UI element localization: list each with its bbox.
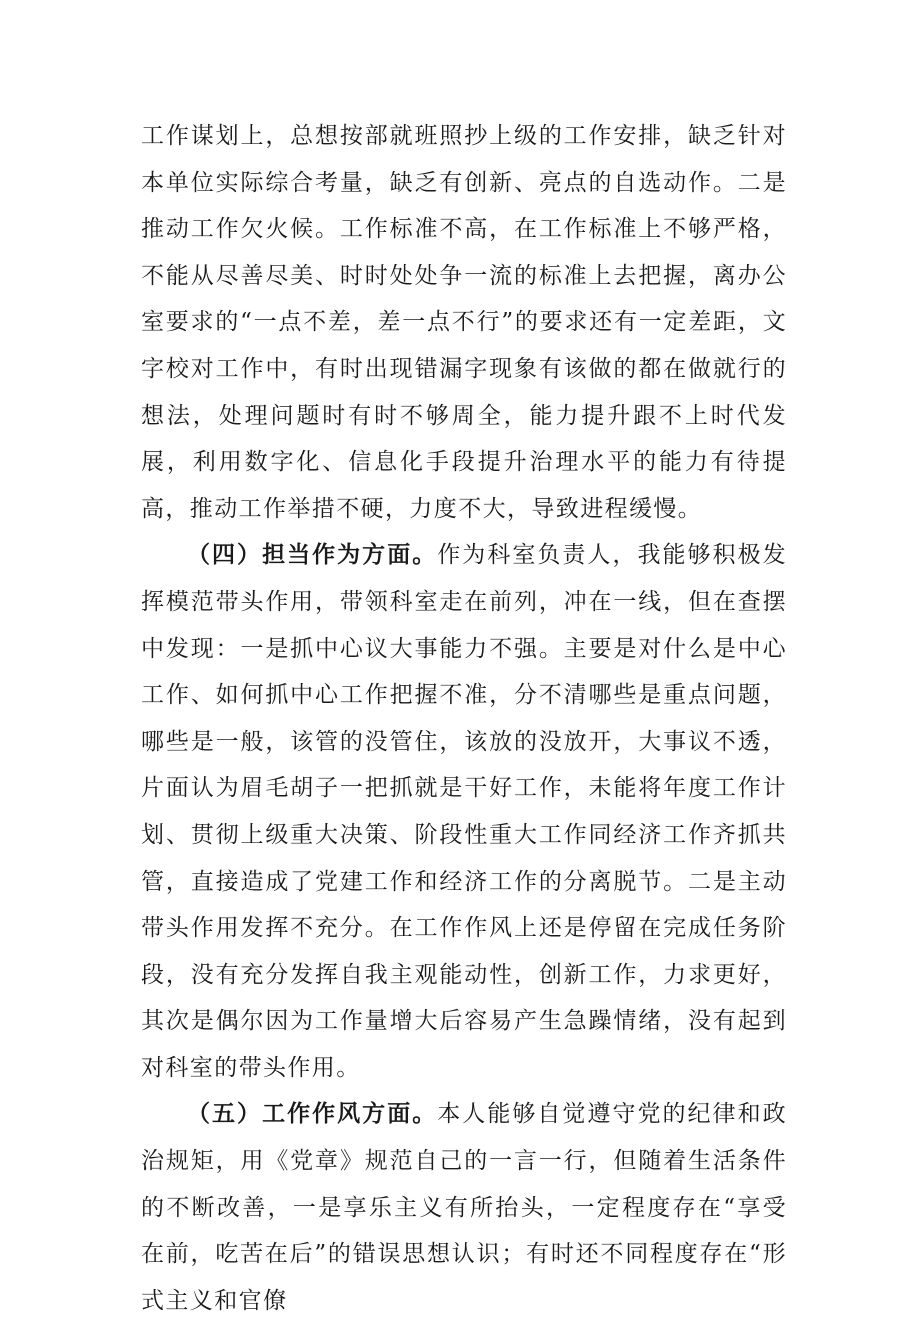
paragraph-work-style — [141, 1091, 787, 1324]
paragraph-body: 工作谋划上，总想按部就班照抄上级的工作安排，缺乏针对本单位实际综合考量，缺乏有创新、亮点的自选动作。二是推动工作欠火候。工作标准不高，在工作标准上不够严格，不能从尽善尽美、时时处处争一流的标准上去把握，离办公室要求的“一点不差，差一点不行”的要求还有一定差距，文字校对工作中，有时出现错漏字现象有该做的都在做就行的想法，处理问题时有时不够周全，能力提升跟不上时代发展，利用数字化、信息化手段提升治理水平的能力有待提高，推动工作举措不硬，力度不大，导致进程缓慢。 — [141, 123, 787, 522]
paragraph-continuation — [141, 113, 787, 532]
paragraph-body: 作为科室负责人，我能够积极发挥模范带头作用，带领科室走在前列，冲在一线，但在查摆中发现：一是抓中心议大事能力不强。主要是对什么是中心工作、如何抓中心工作把握不准，分不清哪些是重点问题，哪些是一般，该管的没管住，该放的没放开，大事议不透，片面认为眉毛胡子一把抓就是干好工作，未能将年度工作计划、贯彻上级重大决策、阶段性重大工作同经济工作齐抓共管，直接造成了党建工作和经济工作的分离脱节。二是主动带头作用发挥不充分。在工作作风上还是停留在完成任务阶段，没有充分发挥自我主观能动性，创新工作，力求更好，其次是偶尔因为工作量增大后容易产生急躁情绪，没有起到对科室的带头作用。 — [141, 542, 787, 1081]
section-heading: （五）工作作风方面。 — [187, 1100, 438, 1128]
paragraph-body: 本人能够自觉遵守党的纪律和政治规矩，用《党章》规范自己的一言一行，但随着生活条件的不断改善，一是享乐主义有所抬头，一定程度存在“享受在前，吃苦在后”的错误思想认识；有时还不同程度存在“形式主义和官僚 — [141, 1101, 787, 1314]
section-heading: （四）担当作为方面。 — [187, 541, 438, 569]
document-body — [141, 113, 787, 1324]
paragraph-responsibility — [141, 532, 787, 1091]
